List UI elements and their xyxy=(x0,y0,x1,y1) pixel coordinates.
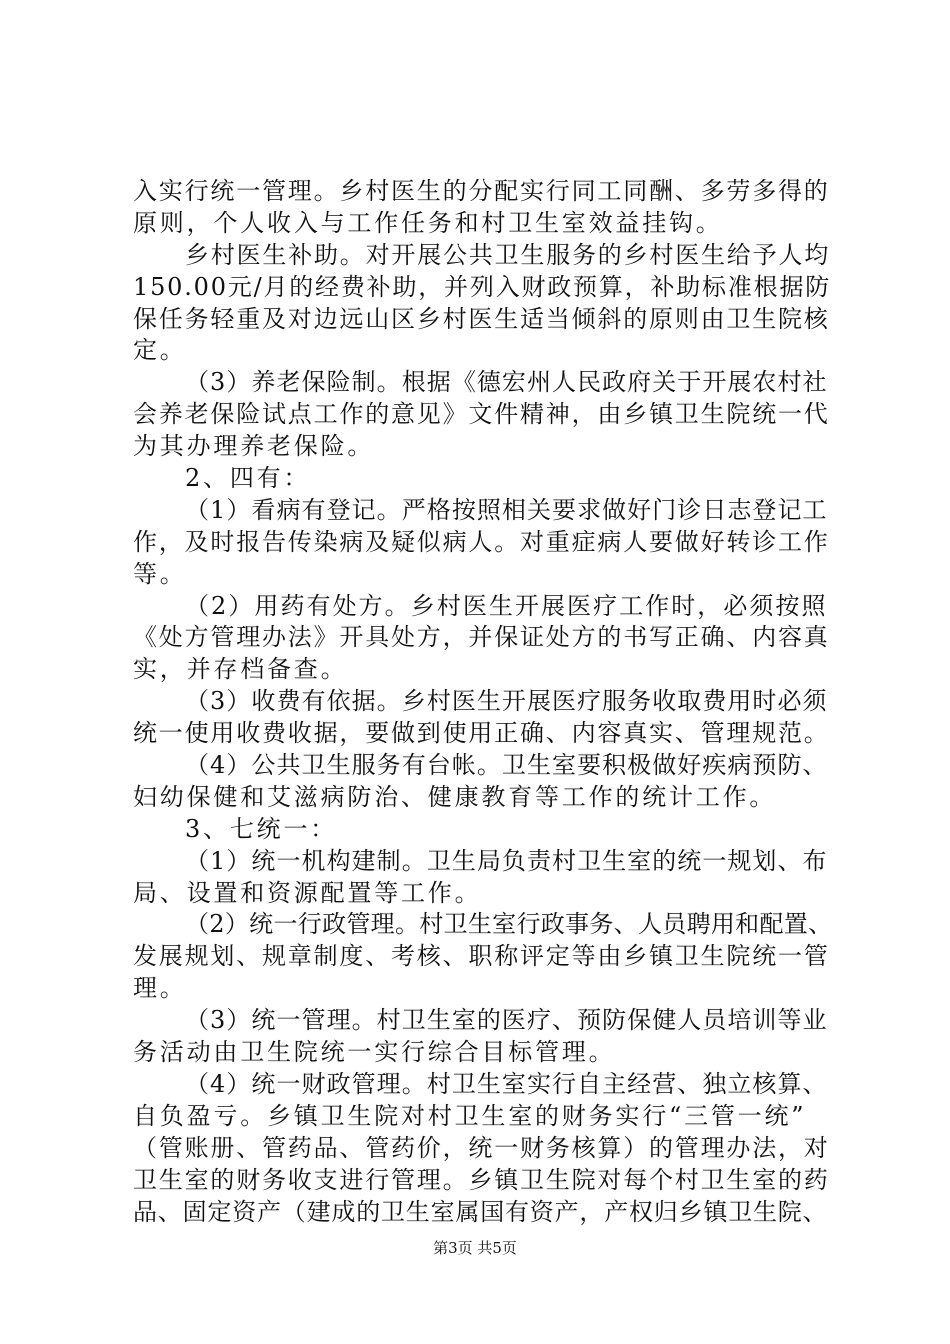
text-line: （3）养老保险制。根据《德宏州人民政府关于开展农村社 xyxy=(185,368,828,397)
document-body xyxy=(133,176,833,1228)
text-line: （3）收费有依据。乡村医生开展医疗服务收取费用时必须 xyxy=(185,687,828,716)
text-line: （1）看病有登记。严格按照相关要求做好门诊日志登记工 xyxy=(185,495,828,524)
text-line: 等。 xyxy=(133,559,187,588)
text-line: 妇幼保健和艾滋病防治、健康教育等工作的统计工作。 xyxy=(133,782,777,811)
text-line: 150.00元/月的经费补助，并列入财政预算，补助标准根据防 xyxy=(133,272,832,301)
text-line: 自负盈亏。乡镇卫生院对村卫生室的财务实行“三管一统” xyxy=(133,1101,807,1130)
text-line: 卫生室的财务收支进行管理。乡镇卫生院对每个村卫生室的药 xyxy=(133,1165,830,1194)
page-footer xyxy=(0,1238,950,1258)
text-line: 为其办理养老保险。 xyxy=(133,432,375,461)
text-line: 发展规划、规章制度、考核、职称评定等由乡镇卫生院统一管 xyxy=(133,942,830,971)
text-line: （2）统一行政管理。村卫生室行政事务、人员聘用和配置、 xyxy=(185,910,833,939)
text-line: 作，及时报告传染病及疑似病人。对重症病人要做好转诊工作 xyxy=(133,527,830,556)
text-line: 实，并存档备查。 xyxy=(133,655,348,684)
text-line: （4）统一财政管理。村卫生室实行自主经营、独立核算、 xyxy=(185,1069,828,1098)
text-line: 乡村医生补助。对开展公共卫生服务的乡村医生给予人均 xyxy=(185,240,830,269)
text-line: （管账册、管药品、管药价，统一财务核算）的管理办法，对 xyxy=(133,1133,830,1162)
text-line: 理。 xyxy=(133,974,187,1003)
text-line: 品、固定资产（建成的卫生室属国有资产，产权归乡镇卫生院、 xyxy=(133,1197,828,1226)
text-line: 统一使用收费收据，要做到使用正确、内容真实、管理规范。 xyxy=(133,719,830,748)
page-number-label: 第3页 共5页 xyxy=(433,1239,517,1257)
text-line: 定。 xyxy=(133,336,187,365)
text-line: 2、四有： xyxy=(185,464,311,493)
text-line: 入实行统一管理。乡村医生的分配实行同工同酬、多劳多得的 xyxy=(133,177,830,205)
text-line: （3）统一管理。村卫生室的医疗、预防保健人员培训等业 xyxy=(185,1006,828,1035)
text-line: 原则，个人收入与工作任务和村卫生室效益挂钩。 xyxy=(133,208,723,237)
text-line: （4）公共卫生服务有台帐。卫生室要积极做好疾病预防、 xyxy=(185,751,828,780)
text-line: 3、七统一： xyxy=(185,814,338,843)
text-line: 会养老保险试点工作的意见》文件精神，由乡镇卫生院统一代 xyxy=(133,400,830,429)
text-line: 局、设置和资源配置等工作。 xyxy=(133,878,482,907)
text-line: 务活动由卫生院统一实行综合目标管理。 xyxy=(133,1038,616,1067)
text-line: 保任务轻重及对边远山区乡村医生适当倾斜的原则由卫生院核 xyxy=(133,304,830,333)
text-line: 《处方管理办法》开具处方，并保证处方的书写正确、内容真 xyxy=(133,623,830,652)
text-line: （1）统一机构建制。卫生局负责村卫生室的统一规划、布 xyxy=(185,846,828,875)
text-line: （2）用药有处方。乡村医生开展医疗工作时，必须按照 xyxy=(185,591,828,620)
